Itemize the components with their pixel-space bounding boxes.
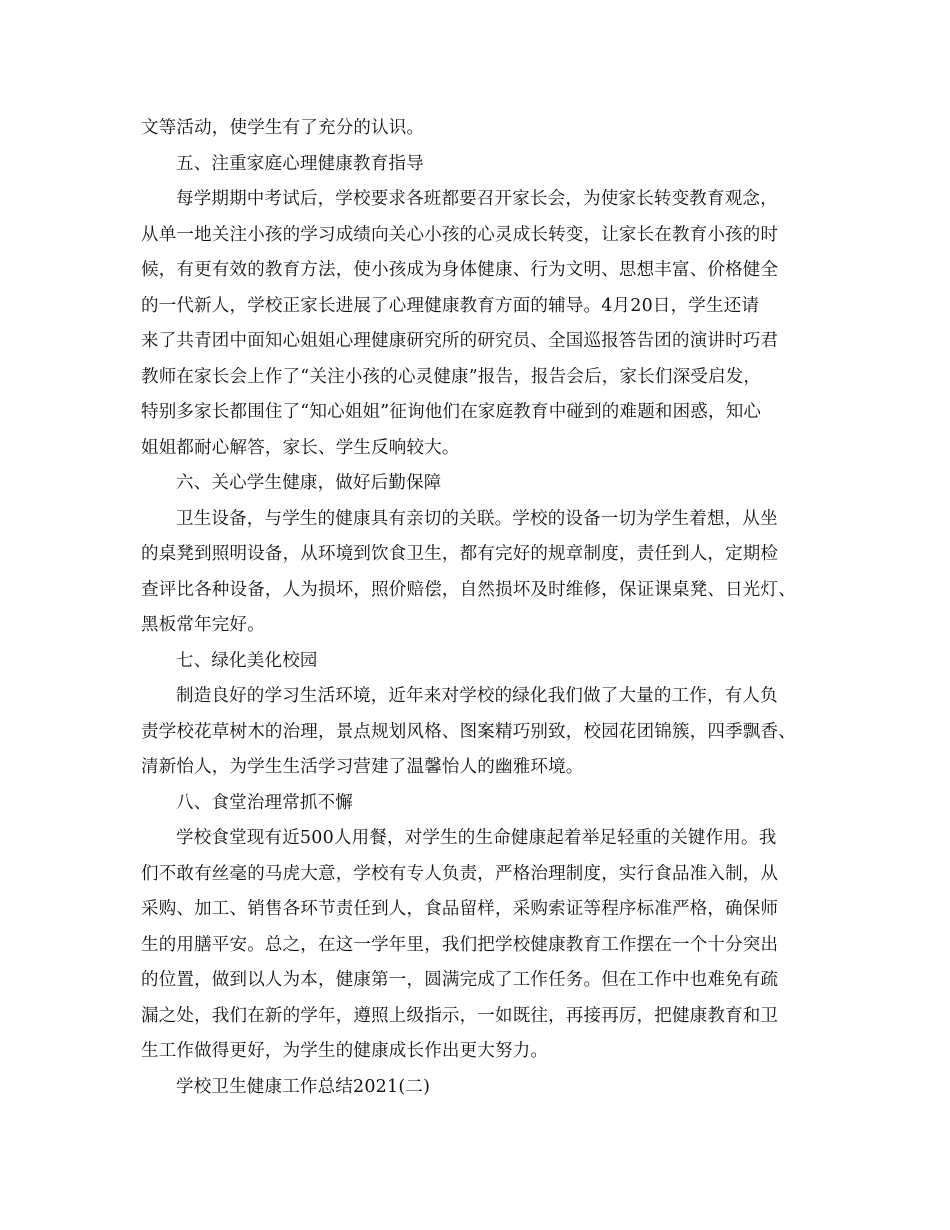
text-line: 责学校花草树木的治理，景点规划风格、图案精巧别致，校园花团锦簇，四季飘香、 <box>141 721 796 742</box>
text-line: 清新怡人，为学生生活学习营建了温馨怡人的幽雅环境。 <box>141 757 584 777</box>
document-body <box>141 111 826 1105</box>
text-line: 来了共青团中面知心姐姐心理健康研究所的研究员、全国巡报答告团的演讲时巧君 <box>141 331 779 351</box>
text-line: 的位置，做到以人为本，健康第一，圆满完成了工作任务。但在工作中也难免有疏 <box>141 970 779 990</box>
text-line: 特别多家长都围住了“知心姐姐”征询他们在家庭教育中碰到的难题和困惑，知心 <box>141 402 762 422</box>
paragraph-start-line: 七、绿化美化校园 <box>176 650 318 671</box>
paragraph-start-line: 学校食堂现有近500人用餐，对学生的生命健康起着举足轻重的关键作用。我 <box>176 828 777 848</box>
text-line: 候，有更有效的教育方法，使小孩成为身体健康、行为文明、思想丰富、价格健全 <box>141 260 779 280</box>
text-line: 的桌凳到照明设备，从环境到饮食卫生，都有完好的规章制度，责任到人，定期检 <box>141 544 779 564</box>
paragraph-start-line: 卫生设备，与学生的健康具有亲切的关联。学校的设备一切为学生着想，从坐 <box>176 508 778 529</box>
text-line: 姐姐都耐心解答，家长、学生反响较大。 <box>141 437 460 458</box>
text-line: 黑板常年完好。 <box>141 615 265 635</box>
text-line: 生的用膳平安。总之，在这一学年里，我们把学校健康教育工作摆在一个十分突出 <box>141 934 779 955</box>
text-line: 从单一地关注小孩的学习成绩向关心小孩的心灵成长转变，让家长在教育小孩的时 <box>141 224 779 245</box>
paragraph-start-line: 每学期期中考试后，学校要求各班都要召开家长会，为使家长转变教育观念， <box>176 189 778 209</box>
text-line: 采购、加工、销售各环节责任到人，食品留样，采购索证等程序标准严格，确保师 <box>141 899 779 919</box>
paragraph-start-line: 六、关心学生健康，做好后勤保障 <box>176 473 442 493</box>
paragraph-start-line: 八、食堂治理常抓不懈 <box>176 792 353 813</box>
text-line: 们不敢有丝毫的马虎大意，学校有专人负责，严格治理制度，实行食品准入制，从 <box>141 863 779 884</box>
text-line: 文等活动，使学生有了充分的认识。 <box>141 118 425 138</box>
text-line: 查评比各种设备，人为损坏，照价赔偿，自然损坏及时维修，保证课桌凳、日光灯、 <box>141 579 796 600</box>
text-line: 漏之处，我们在新的学年，遵照上级指示，一如既往，再接再厉，把健康教育和卫 <box>141 1005 779 1026</box>
paragraph-start-line: 制造良好的学习生活环境，近年来对学校的绿化我们做了大量的工作，有人负 <box>176 686 778 706</box>
text-line: 的一代新人，学校正家长进展了心理健康教育方面的辅导。4月20日，学生还请 <box>141 295 760 316</box>
text-line: 生工作做得更好，为学生的健康成长作出更大努力。 <box>141 1041 549 1061</box>
paragraph-start-line: 五、注重家庭心理健康教育指导 <box>176 153 424 174</box>
paragraph-start-line: 学校卫生健康工作总结2021(二) <box>176 1076 431 1097</box>
text-line: 教师在家长会上作了“关注小孩的心灵健康”报告，报告会后，家长们深受启发， <box>141 366 762 387</box>
